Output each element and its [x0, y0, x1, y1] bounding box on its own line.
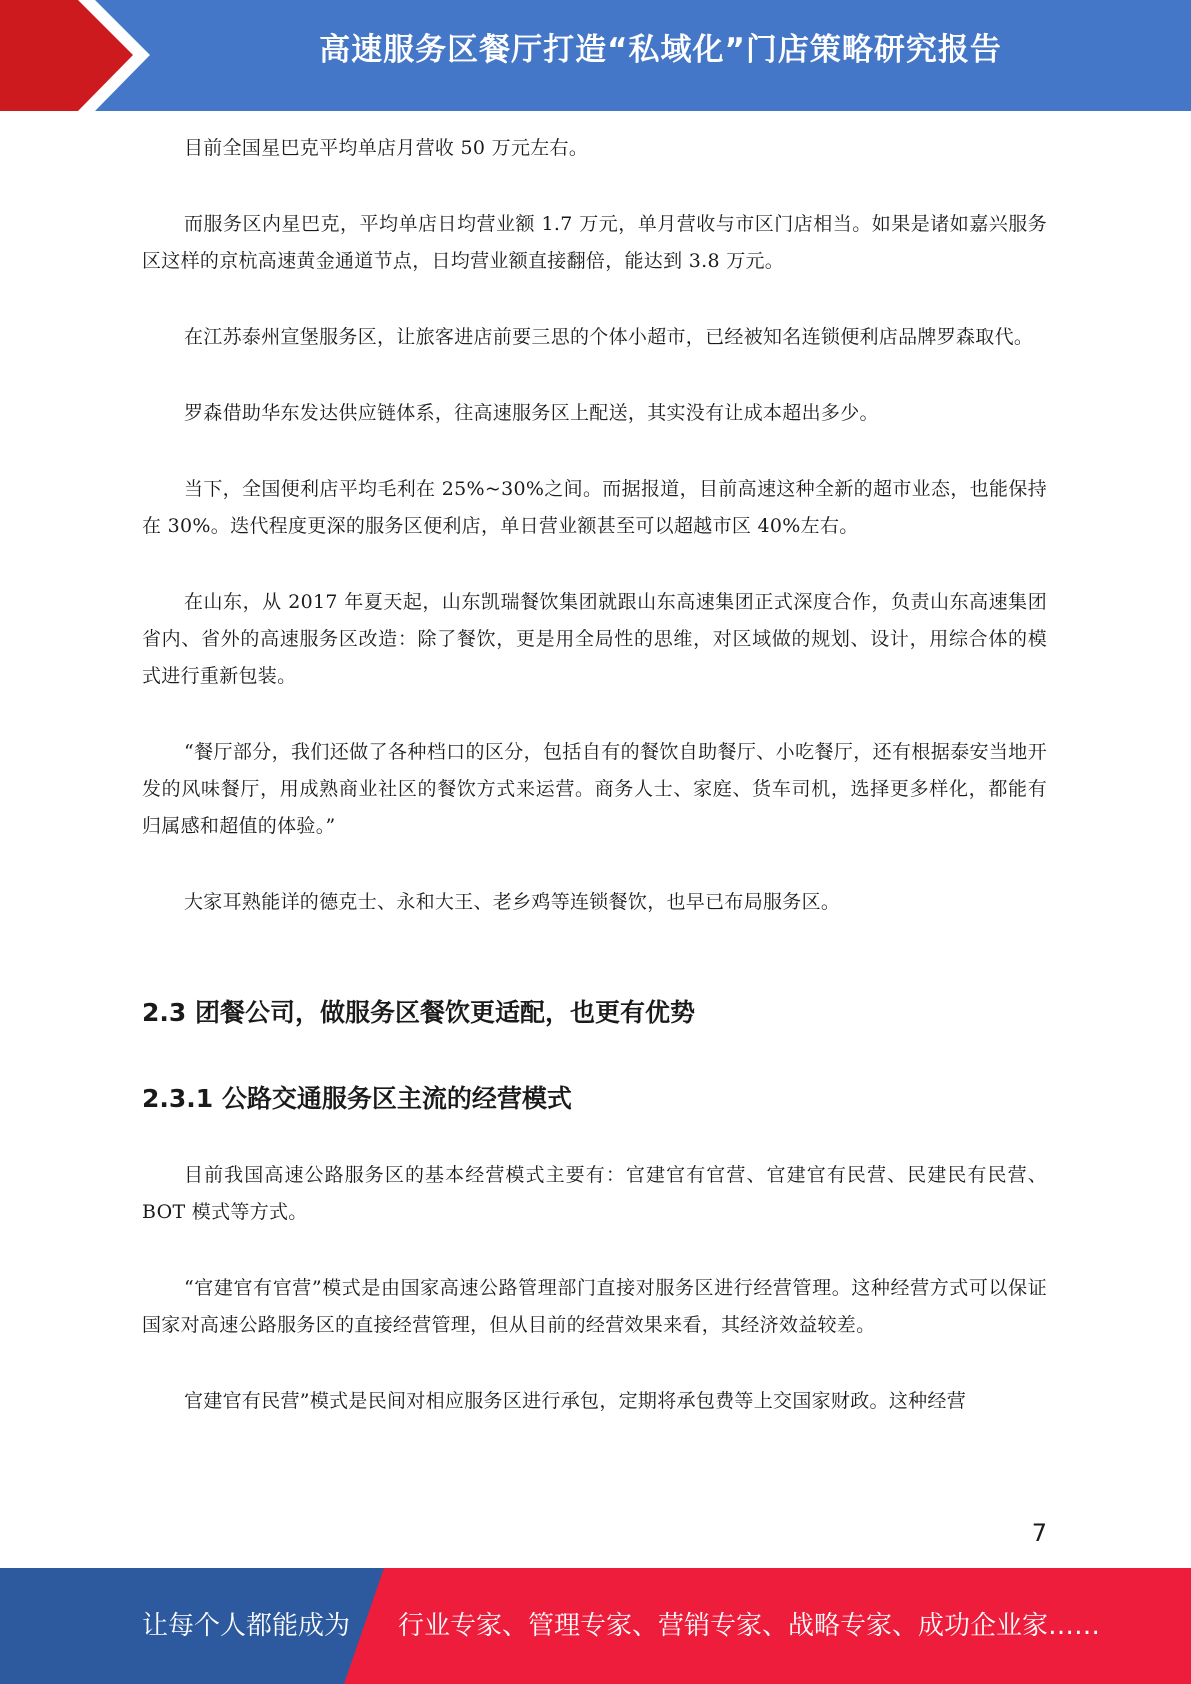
document-body — [142, 130, 1047, 1459]
paragraph: 在山东，从 2017 年夏天起，山东凯瑞餐饮集团就跟山东高速集团正式深度合作，负责山东高速集团省内、省外的高速服务区改造：除了餐饮，更是用全局性的思维，对区域做的规划、设计，用综合体的模式进行重新包装。 — [142, 591, 1047, 687]
paragraph: 而服务区内星巴克，平均单店日均营业额 1.7 万元，单月营收与市区门店相当。如果是诸如嘉兴服务区这样的京杭高速黄金通道节点，日均营业额直接翻倍，能达到 3.8 万元。 — [142, 213, 1047, 272]
section-heading: 2.3 团餐公司，做服务区餐饮更适配，也更有优势 — [142, 998, 695, 1027]
page-number: 7 — [1031, 1519, 1047, 1547]
footer-slogan-right: 行业专家、管理专家、营销专家、战略专家、成功企业家…… — [398, 1611, 1101, 1641]
paragraph: 罗森借助华东发达供应链体系，往高速服务区上配送，其实没有让成本超出多少。 — [184, 402, 879, 424]
page-header — [0, 0, 1191, 111]
subsection-heading: 2.3.1 公路交通服务区主流的经营模式 — [142, 1084, 572, 1113]
paragraph: 目前全国星巴克平均单店月营收 50 万元左右。 — [184, 137, 589, 159]
paragraph: 官建官有民营”模式是民间对相应服务区进行承包，定期将承包费等上交国家财政。这种经营 — [184, 1390, 967, 1412]
paragraph: 在江苏泰州宣堡服务区，让旅客进店前要三思的个体小超市，已经被知名连锁便利店品牌罗森取代。 — [184, 326, 1034, 348]
paragraph: “官建官有官营”模式是由国家高速公路管理部门直接对服务区进行经营管理。这种经营方式可以保证国家对高速公路服务区的直接经营管理，但从目前的经营效果来看，其经济效益较差。 — [142, 1277, 1047, 1336]
page-footer — [0, 1568, 1191, 1684]
header-title: 高速服务区餐厅打造“私域化”门店策略研究报告 — [319, 32, 1002, 68]
paragraph: “餐厅部分，我们还做了各种档口的区分，包括自有的餐饮自助餐厅、小吃餐厅，还有根据泰安当地开发的风味餐厅，用成熟商业社区的餐饮方式来运营。商务人士、家庭、货车司机，选择更多样化，都能有归属感和超值的体验。” — [142, 741, 1047, 837]
header-chevron-graphic — [0, 0, 160, 111]
paragraph: 大家耳熟能详的德克士、永和大王、老乡鸡等连锁餐饮，也早已布局服务区。 — [184, 891, 841, 913]
footer-slogan-left: 让每个人都能成为 — [142, 1611, 351, 1641]
paragraph: 当下，全国便利店平均毛利在 25%~30%之间。而据报道，目前高速这种全新的超市业态，也能保持在 30%。迭代程度更深的服务区便利店，单日营业额甚至可以超越市区 40%左右。 — [142, 478, 1047, 537]
paragraph: 目前我国高速公路服务区的基本经营模式主要有：官建官有官营、官建官有民营、民建民有民营、BOT 模式等方式。 — [142, 1164, 1047, 1223]
